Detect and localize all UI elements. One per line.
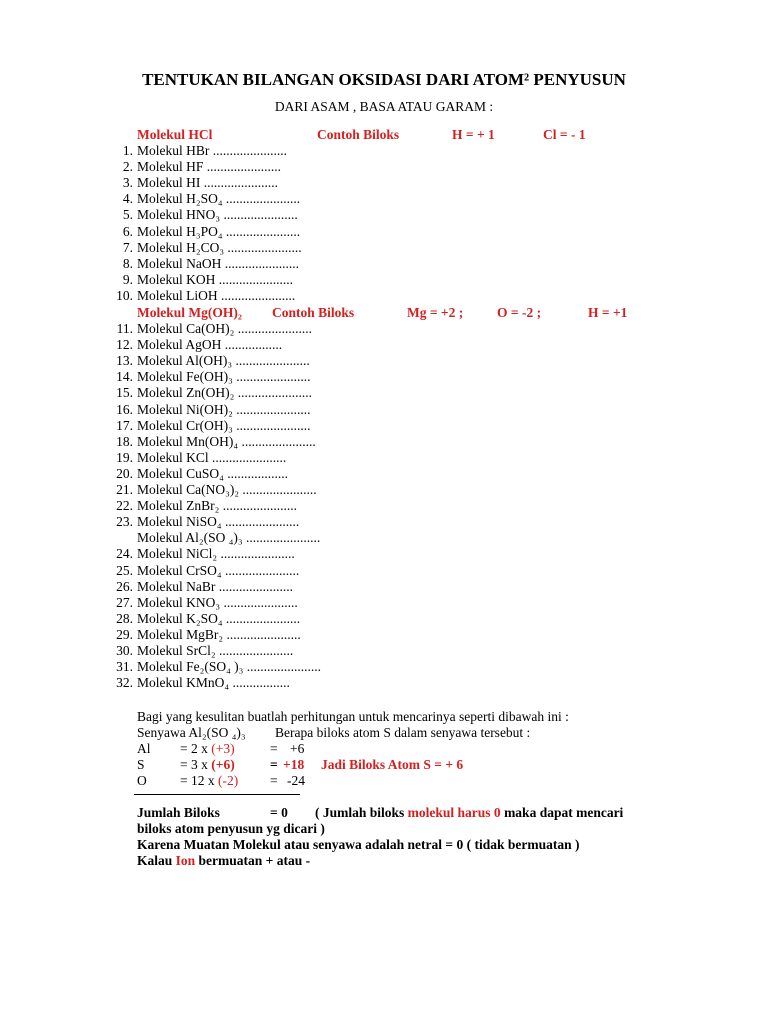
list-item-number: 11. [116, 321, 133, 336]
list-item-number: 30. [116, 643, 133, 658]
header1-label: Contoh Biloks [317, 127, 400, 142]
list-item-text: Molekul NaOH ...................... [137, 255, 299, 271]
list-item-text: Molekul H₂SO₄ ...................... [137, 191, 301, 207]
list-item-text: Molekul Ca(OH)₂ ...................... [137, 321, 312, 336]
list-item-number: 22. [116, 498, 133, 514]
calc-s-element: S [137, 757, 145, 772]
sum-divider [134, 794, 300, 795]
list-item-number: 23. [116, 514, 133, 530]
summary-line4: Kalau Ion bermuatan + atau - [137, 853, 311, 868]
list-item-text: Molekul Ni(OH)₂ ...................... [137, 401, 311, 417]
list-item-text: Molekul NiSO₄ ...................... [137, 514, 300, 530]
list-item-text: Molekul KMnO₄ ................. [137, 675, 290, 691]
list-item-number: 2. [122, 159, 133, 175]
list-item-text: Molekul Cr(OH)₃ ...................... [137, 417, 311, 433]
example-intro: Bagi yang kesulitan buatlah perhitungan untuk mencarinya seperti dibawah ini : [137, 709, 569, 724]
list-item-number: 12. [116, 337, 133, 353]
list-item-number: 29. [116, 626, 133, 642]
summary-line3: Karena Muatan Molekul atau senyawa adalah netral = 0 ( tidak bermuatan ) [137, 837, 580, 852]
list-item-number: 1. [122, 143, 133, 158]
list-item-number: 10. [116, 287, 133, 303]
list-item-text: Molekul Mn(OH)₄ ...................... [137, 433, 316, 449]
calc-al-element: Al [137, 741, 151, 756]
calc-al-formula: = 2 x (+3) [180, 741, 235, 756]
calc-s-equals: = [270, 757, 278, 772]
header2-o-value: O = -2 ; [497, 305, 542, 320]
list-item-number: 26. [116, 578, 133, 594]
list-item-number: 14. [116, 369, 133, 385]
list-item-number: 21. [116, 482, 133, 497]
calc-s-result: +18 [283, 757, 305, 772]
list-item-text: Molekul H₃PO₄ ...................... [137, 223, 301, 239]
header1-molecule: Molekul HCl [137, 127, 213, 142]
header2-h-value: H = +1 [588, 305, 628, 320]
page-title: TENTUKAN BILANGAN OKSIDASI DARI ATOM² PENYUSUN [142, 70, 626, 89]
list-item-text: Molekul MgBr₂ ...................... [137, 626, 301, 642]
header2-label: Contoh Biloks [272, 305, 355, 320]
calc-o-element: O [137, 773, 147, 788]
calc-al-equals: = [270, 741, 278, 756]
list-item-number: 13. [116, 353, 133, 369]
list-item-text: Molekul NaBr ...................... [137, 578, 293, 594]
list-item-text: Molekul Al(OH)₃ ...................... [137, 353, 310, 369]
list-item-text: Molekul ZnBr₂ ...................... [137, 498, 297, 514]
summary-line2: biloks atom penyusun yg dicari ) [137, 821, 325, 836]
list-item-text: Molekul Ca(NO₃)₂ ...................... [137, 482, 317, 497]
list-item-text: Molekul AgOH ................. [137, 337, 283, 353]
list-item-number: 9. [122, 271, 133, 287]
list-item-number: 17. [116, 417, 133, 433]
list-item-text: Molekul NiCl₂ ...................... [137, 546, 295, 562]
list-item-text: Molekul LiOH ...................... [137, 287, 296, 303]
calc-s-conclusion: Jadi Biloks Atom S = + 6 [321, 757, 464, 772]
list-item-number: 25. [116, 562, 133, 578]
header2-mg-value: Mg = +2 ; [407, 305, 464, 320]
calc-al-result: +6 [290, 741, 305, 756]
list-item-text: Molekul SrCl₂ ...................... [137, 643, 294, 658]
list-item-number: 15. [116, 385, 133, 401]
page-subtitle: DARI ASAM , BASA ATAU GARAM : [274, 99, 494, 114]
list-item-text: Molekul KCl ...................... [137, 449, 287, 465]
summary-explanation: ( Jumlah biloks molekul harus 0 maka dapat mencari [315, 805, 624, 820]
calc-o-result: -24 [287, 773, 305, 788]
list-item-number: 28. [116, 610, 133, 626]
list-item-text: Molekul KOH ...................... [137, 271, 293, 287]
calc-s-formula: = 3 x (+6) [180, 757, 235, 772]
header1-cl-value: Cl = - 1 [543, 127, 586, 142]
header1-h-value: H = + 1 [452, 127, 495, 142]
list-item-number: 32. [116, 675, 133, 691]
list-item-number: 4. [122, 191, 133, 207]
list-item-number: 7. [122, 239, 133, 255]
list-item-number: 8. [122, 255, 133, 271]
list-item-text: Molekul Al₂(SO ₄)₃ ...................... [137, 530, 321, 546]
list-item-number: 3. [122, 175, 133, 191]
calc-o-formula: = 12 x (-2) [180, 773, 239, 788]
list-item-text: Molekul CrSO₄ ...................... [137, 562, 300, 578]
summary-jumlah: Jumlah Biloks [137, 805, 220, 820]
list-item-text: Molekul HF ...................... [137, 159, 282, 175]
list-item-number: 20. [116, 465, 133, 481]
list-item-number: 6. [122, 223, 133, 239]
list-item-number: 24. [116, 546, 133, 562]
list-item-text: Molekul HI ...................... [137, 175, 278, 191]
list-item-text: Molekul Fe₂(SO₄ )₃ ...................... [137, 659, 321, 675]
list-item-number: 27. [116, 594, 133, 610]
list-item-number: 31. [116, 659, 133, 675]
list-item-text: Molekul HBr ...................... [137, 143, 287, 158]
list-item-text: Molekul K₂SO₄ ...................... [137, 610, 301, 626]
list-item-text: Molekul H₂CO₃ ...................... [137, 239, 302, 255]
list-item-text: Molekul Fe(OH)₃ ...................... [137, 369, 311, 385]
list-item-text: Molekul HNO₃ ...................... [137, 207, 298, 223]
header2-molecule: Molekul Mg(OH)₂ [137, 305, 242, 320]
calc-o-equals: = [270, 773, 278, 788]
list-item-text: Molekul CuSO₄ .................. [137, 465, 288, 481]
example-senyawa: Senyawa Al₂(SO ₄)₃ [137, 725, 246, 740]
list-item-text: Molekul Zn(OH)₂ ...................... [137, 385, 312, 401]
list-item-text: Molekul KNO₃ ...................... [137, 594, 298, 610]
summary-equals-zero: = 0 [270, 805, 288, 820]
list-item-number: 19. [116, 449, 133, 465]
list-item-number: 5. [122, 207, 133, 223]
list-item-number: 18. [116, 433, 133, 449]
list-item-number: 16. [116, 401, 133, 417]
example-question: Berapa biloks atom S dalam senyawa tersebut : [275, 725, 531, 740]
